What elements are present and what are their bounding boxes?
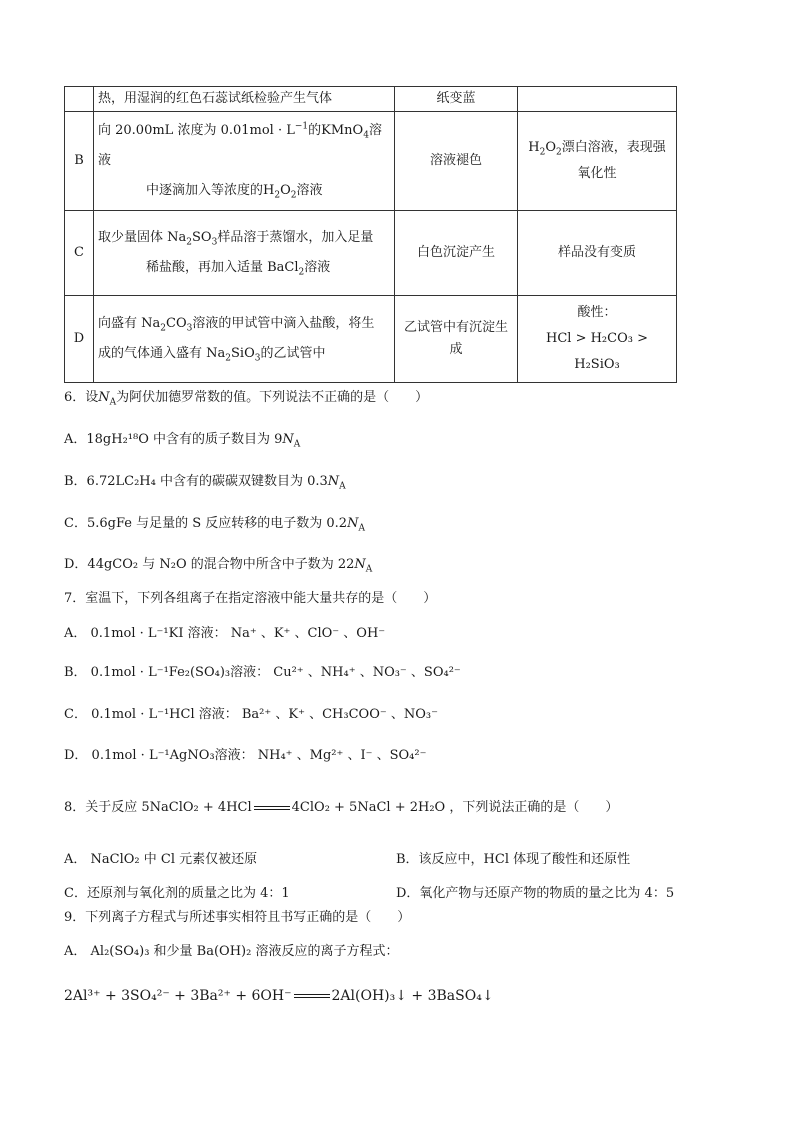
row-label: B [65, 112, 94, 211]
conclusion-cell: 样品没有变质 [518, 211, 677, 296]
question-7-stem: 7．室温下，下列各组离子在指定溶液中能大量共存的是（ ） [64, 591, 437, 606]
question-6-option-c: C．5.6gFe 与足量的 S 反应转移的电子数为 $0.2N_A$ [64, 516, 365, 534]
table-row [65, 112, 677, 211]
phenomenon-cell: 纸变蓝 [395, 87, 518, 112]
question-6-option-a: A．18gH₂¹⁸O 中含有的质子数目为 $9N_A$ [64, 432, 301, 450]
question-9-option-a: A． Al₂(SO₄)₃ 和少量 Ba(OH)₂ 溶液反应的离子方程式： [64, 944, 399, 959]
equals-arrow [254, 806, 290, 810]
table-row [65, 87, 677, 112]
question-7-option-c: C． 0.1mol · L⁻¹HCl 溶液： Ba²⁺ 、K⁺ 、CH₃COO⁻ 、NO₃⁻ [64, 707, 438, 722]
experiment-table [64, 86, 677, 383]
question-6-option-d: D．44gCO₂ 与 N₂O 的混合物中所含中子数为 $22N_A$ [64, 557, 373, 575]
conclusion-cell [518, 87, 677, 112]
row-label: C [65, 211, 94, 296]
ionic-equation: 2Al³⁺ + 3SO₄²⁻ + 3Ba²⁺ + 6OH⁻ 2Al(OH)₃↓ + 3BaSO₄↓ [64, 988, 494, 1004]
question-8-option-c: C．还原剂与氧化剂的质量之比为 4：1 [64, 886, 290, 901]
operation-cell: 向 20.00mL 浓度为 $0.01mol \cdot L^{-1}$的KMnO$_4$溶液 中逐滴加入等浓度的$H_2O_2$溶液 [94, 112, 395, 211]
question-8-stem: 8．关于反应 5NaClO₂ + 4HCl 4ClO₂ + 5NaCl + 2H₂O ，下列说法正确的是（ ） [64, 800, 619, 815]
question-7-option-d: D． 0.1mol · L⁻¹AgNO₃溶液： NH₄⁺ 、Mg²⁺ 、I⁻ 、SO₄²⁻ [64, 748, 427, 763]
conclusion-cell: 酸性： HCl > H₂CO₃ > H₂SiO₃ [518, 296, 677, 383]
question-8-option-a: A． NaClO₂ 中 Cl 元素仅被还原 [64, 852, 258, 867]
question-8-option-d: D．氧化产物与还原产物的物质的量之比为 4：5 [396, 886, 675, 901]
question-6-stem: 6．设$N_A$为阿伏加德罗常数的值。下列说法不正确的是（ ） [64, 390, 429, 408]
operation-cell: 向盛有 $Na_2CO_3$溶液的甲试管中滴入盐酸，将生 成的气体通入盛有 $Na_2SiO_3$的乙试管中 [94, 296, 395, 383]
question-7-option-a: A． 0.1mol · L⁻¹KI 溶液： Na⁺ 、K⁺ 、ClO⁻ 、OH⁻ [64, 626, 386, 641]
operation-cell: 热，用湿润的红色石蕊试纸检验产生气体 [94, 87, 395, 112]
phenomenon-cell: 乙试管中有沉淀生 成 [395, 296, 518, 383]
operation-cell: 取少量固体 $Na_2SO_3$样品溶于蒸馏水，加入足量 稀盐酸，再加入适量 BaCl$_2$溶液 [94, 211, 395, 296]
question-8-option-b: B．该反应中，HCl 体现了酸性和还原性 [396, 852, 631, 867]
table-row [65, 296, 677, 383]
question-9-stem: 9．下列离子方程式与所述事实相符且书写正确的是（ ） [64, 910, 411, 925]
phenomenon-cell: 白色沉淀产生 [395, 211, 518, 296]
phenomenon-cell: 溶液褪色 [395, 112, 518, 211]
question-6-option-b: B．6.72LC₂H₄ 中含有的碳碳双键数目为 $0.3N_A$ [64, 474, 346, 492]
equals-arrow [294, 994, 330, 998]
table-row [65, 211, 677, 296]
question-7-option-b: B． 0.1mol · L⁻¹Fe₂(SO₄)₃溶液： Cu²⁺ 、NH₄⁺ 、NO₃⁻ 、SO₄²⁻ [64, 665, 461, 680]
row-label [65, 87, 94, 112]
conclusion-cell: $H_2O_2$漂白溶液，表现强 氧化性 [518, 112, 677, 211]
row-label: D [65, 296, 94, 383]
